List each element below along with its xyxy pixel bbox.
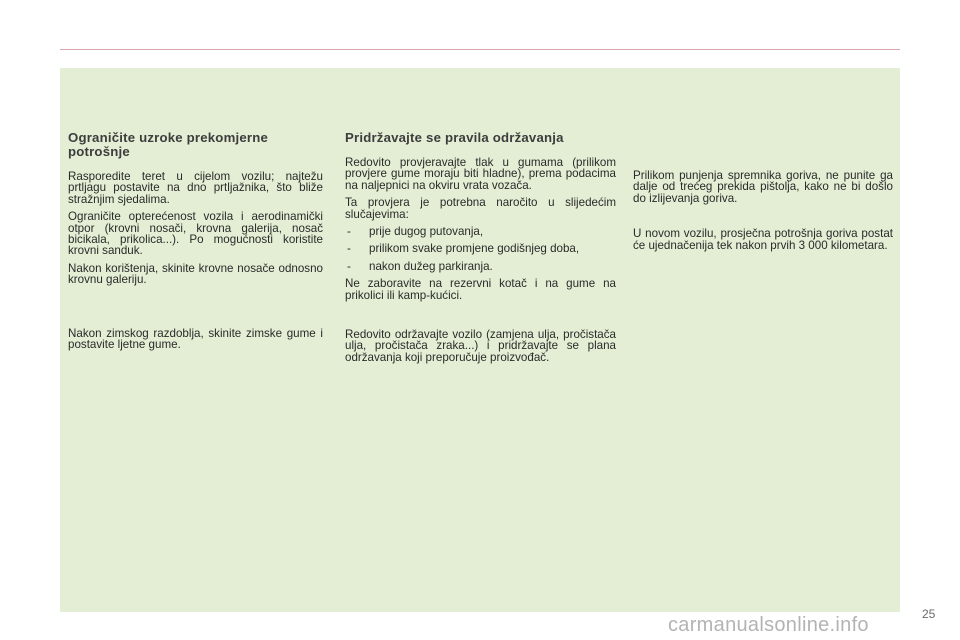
list-item: - prilikom svake promjene godišnjeg doba,	[345, 243, 616, 254]
paragraph: Ograničite opterećenost vozila i aerodinamički otpor (krovni nosači, krovna galerija, nosač bicikala, prikolica...). Po mogućnosti koristite krovni sanduk.	[68, 210, 323, 258]
page-number: 25	[922, 607, 936, 621]
paragraph: Ta provjera je potrebna naročito u slijedećim slučajevima:	[345, 196, 616, 221]
paragraph: Ne zaboravite na rezervni kotač i na gume na prikolici ili kamp-kućici.	[345, 277, 616, 302]
list-item: - prije dugog putovanja,	[345, 226, 616, 237]
list-item: - nakon dužeg parkiranja.	[345, 261, 616, 272]
top-divider	[60, 49, 900, 50]
column-consumption	[68, 131, 323, 356]
check-list	[345, 226, 616, 272]
heading-maintenance: Pridržavajte se pravila održavanja	[345, 130, 564, 145]
watermark: carmanualsonline.info	[668, 614, 869, 636]
paragraph: Rasporedite teret u cijelom vozilu; najtežu prtljagu postavite na dno prtljažnika, što bliže stražnjim sjedalima.	[68, 170, 323, 206]
column-fuel	[633, 170, 893, 257]
paragraph: Nakon zimskog razdoblja, skinite zimske gume i postavite ljetne gume.	[68, 326, 323, 352]
paragraph: Redovito održavajte vozilo (zamjena ulja, pročistača ulja, pročistača zraka...) i pridržavajte se plana održavanja koji preporučuje proizvođač.	[345, 328, 616, 364]
column-maintenance	[345, 131, 616, 369]
paragraph: Nakon korištenja, skinite krovne nosače odnosno krovnu galeriju.	[68, 261, 323, 287]
paragraph: Redovito provjeravajte tlak u gumama (prilikom provjere gume moraju biti hladne), prema podacima na naljepnici na okviru vrata vozača.	[345, 156, 616, 192]
heading-consumption: Ograničite uzroke prekomjerne potrošnje	[68, 130, 269, 159]
paragraph: U novom vozilu, prosječna potrošnja goriva postat će ujednačenija tek nakon prvih 3 000 kilometara.	[633, 227, 893, 252]
paragraph: Prilikom punjenja spremnika goriva, ne punite ga dalje od trećeg prekida pištolja, kako ne bi došlo do izlijevanja goriva.	[633, 169, 893, 205]
